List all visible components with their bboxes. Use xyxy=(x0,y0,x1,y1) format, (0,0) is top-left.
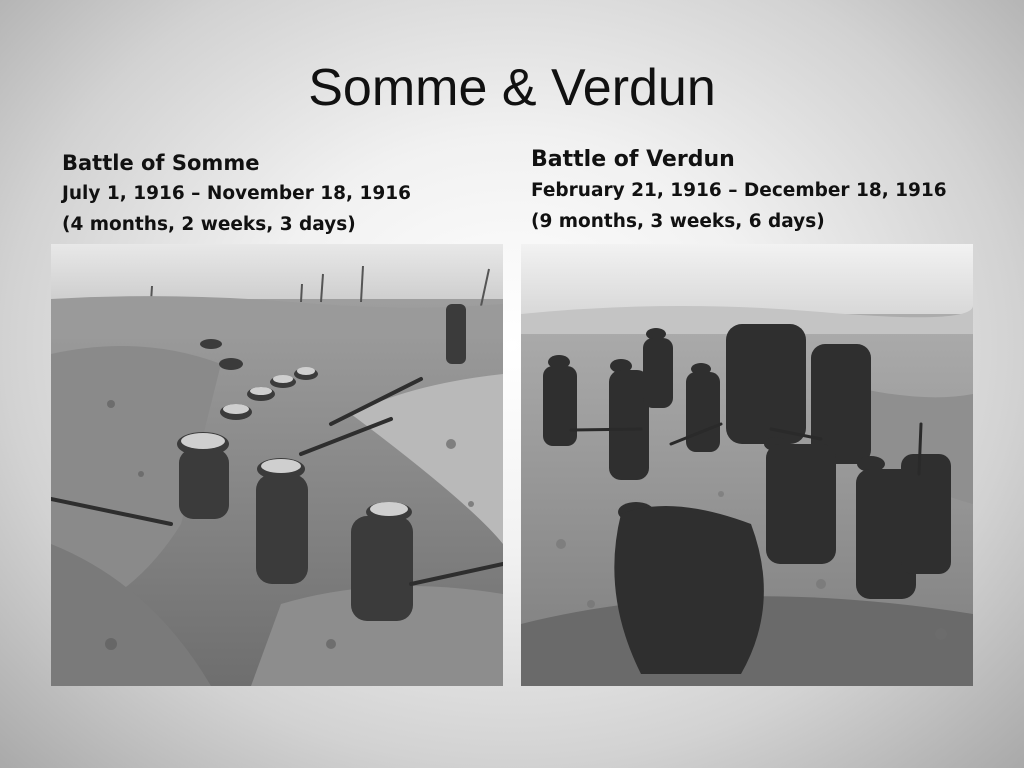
slide-title: Somme & Verdun xyxy=(308,59,716,117)
advancing-soldiers-photo-icon xyxy=(521,244,973,686)
somme-text-block xyxy=(62,148,411,240)
verdun-photo xyxy=(521,244,973,686)
trench-soldiers-photo-icon xyxy=(51,244,503,686)
verdun-dates: February 21, 1916 – December 18, 1916 xyxy=(531,180,947,201)
somme-dates: July 1, 1916 – November 18, 1916 xyxy=(62,183,411,204)
verdun-text-block xyxy=(531,145,947,237)
somme-duration: (4 months, 2 weeks, 3 days) xyxy=(62,214,356,235)
somme-photo xyxy=(51,244,503,686)
verdun-heading: Battle of Verdun xyxy=(531,147,735,172)
verdun-duration: (9 months, 3 weeks, 6 days) xyxy=(531,211,825,232)
somme-heading: Battle of Somme xyxy=(62,151,260,175)
